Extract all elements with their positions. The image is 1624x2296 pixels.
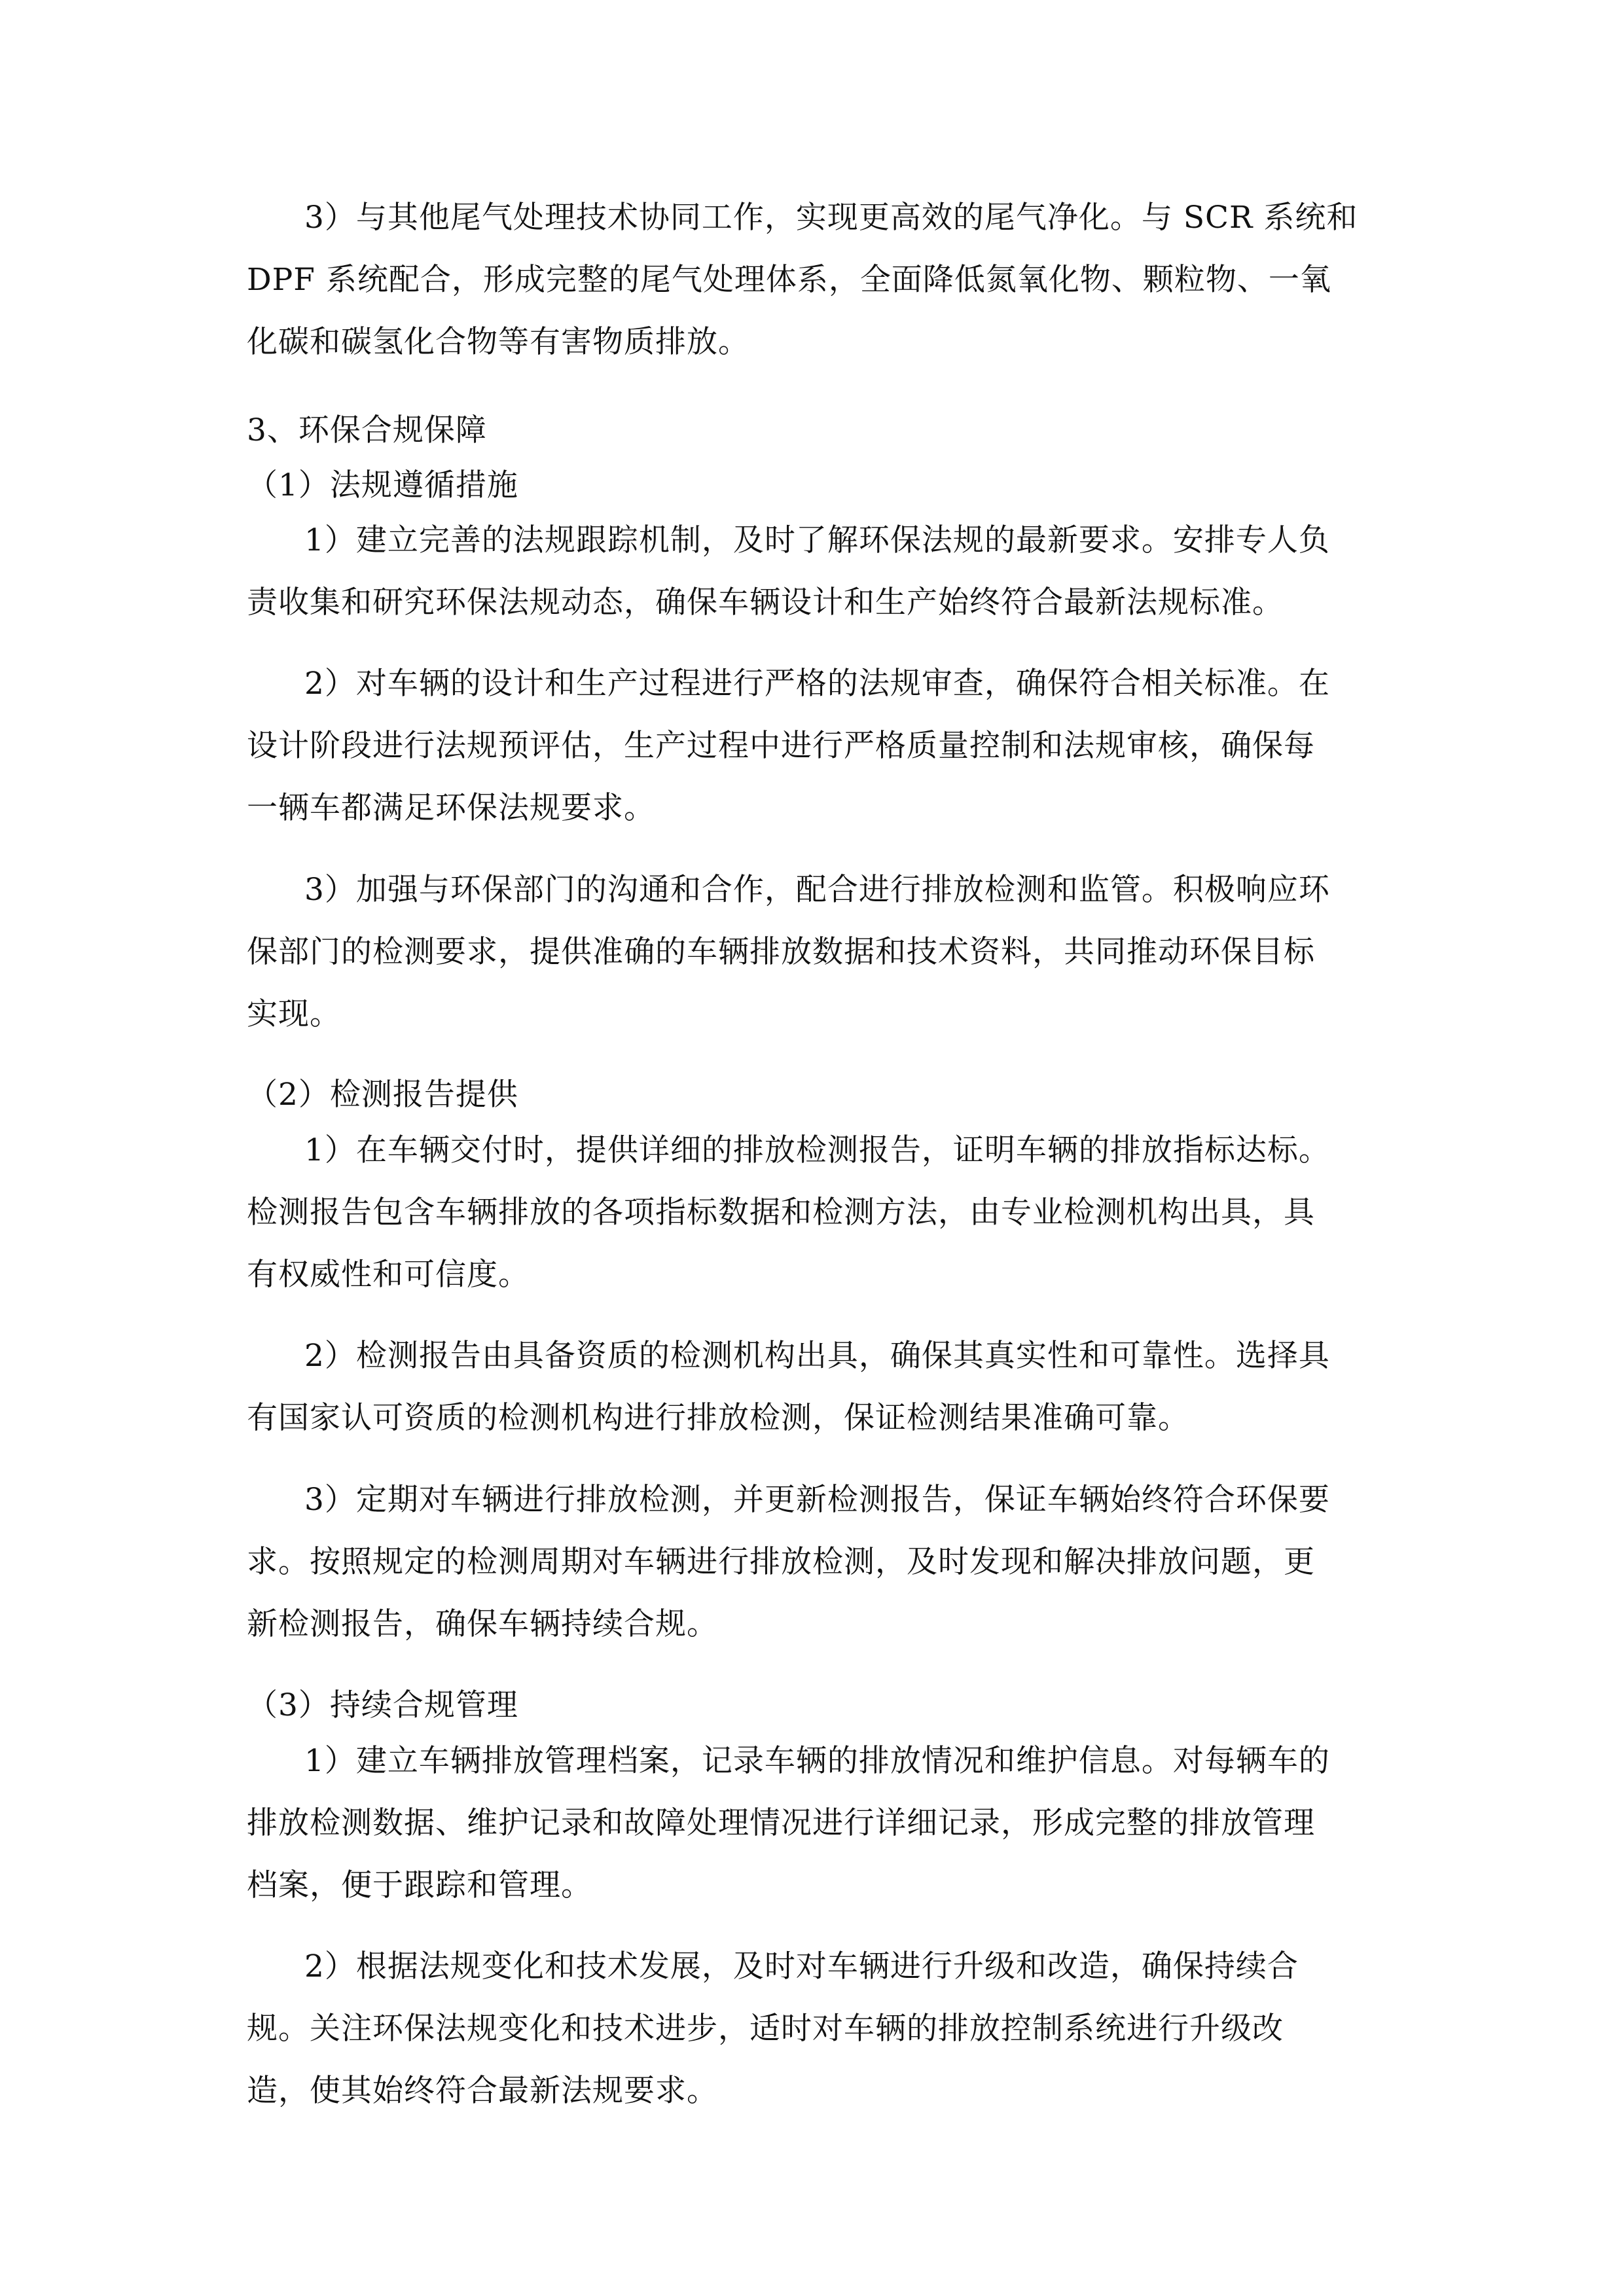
text-line: 2）检测报告由具备资质的检测机构出具，确保其真实性和可靠性。选择具 <box>304 1338 1330 1374</box>
text-line: 求。按照规定的检测周期对车辆进行排放检测，及时发现和解决排放问题，更 <box>247 1544 1315 1580</box>
section-heading: 3、环保合规保障 <box>247 412 487 448</box>
text-line: 新检测报告，确保车辆持续合规。 <box>247 1606 718 1642</box>
text-line: 造，使其始终符合最新法规要求。 <box>247 2073 718 2109</box>
subsection-heading: （3）持续合规管理 <box>247 1687 518 1723</box>
text-line: 实现。 <box>247 996 341 1032</box>
text-line: 检测报告包含车辆排放的各项指标数据和检测方法，由专业检测机构出具，具 <box>247 1194 1315 1230</box>
text-line: DPF 系统配合，形成完整的尾气处理体系，全面降低氮氧化物、颗粒物、一氧 <box>247 262 1331 298</box>
text-line: 2）对车辆的设计和生产过程进行严格的法规审查，确保符合相关标准。在 <box>304 666 1330 702</box>
text-line: 保部门的检测要求，提供准确的车辆排放数据和技术资料，共同推动环保目标 <box>247 934 1315 970</box>
text-line: 规。关注环保法规变化和技术进步，适时对车辆的排放控制系统进行升级改 <box>247 2011 1284 2047</box>
text-line: 1）建立车辆排放管理档案，记录车辆的排放情况和维护信息。对每辆车的 <box>304 1743 1330 1779</box>
text-line: 责收集和研究环保法规动态，确保车辆设计和生产始终符合最新法规标准。 <box>247 584 1284 620</box>
text-line: 有权威性和可信度。 <box>247 1257 530 1293</box>
text-line: 一辆车都满足环保法规要求。 <box>247 790 655 826</box>
text-line: 1）建立完善的法规跟踪机制，及时了解环保法规的最新要求。安排专人负 <box>304 522 1330 558</box>
text-line: 设计阶段进行法规预评估，生产过程中进行严格质量控制和法规审核，确保每 <box>247 728 1315 764</box>
text-line: 3）定期对车辆进行排放检测，并更新检测报告，保证车辆始终符合环保要 <box>304 1482 1330 1518</box>
text-line: 有国家认可资质的检测机构进行排放检测，保证检测结果准确可靠。 <box>247 1400 1189 1436</box>
subsection-heading: （1）法规遵循措施 <box>247 467 518 503</box>
text-line: 2）根据法规变化和技术发展，及时对车辆进行升级和改造，确保持续合 <box>304 1948 1299 1984</box>
text-line: 3）与其他尾气处理技术协同工作，实现更高效的尾气净化。与 SCR 系统和 <box>304 200 1358 236</box>
text-line: 排放检测数据、维护记录和故障处理情况进行详细记录，形成完整的排放管理 <box>247 1805 1315 1841</box>
text-line: 1）在车辆交付时，提供详细的排放检测报告，证明车辆的排放指标达标。 <box>304 1132 1330 1168</box>
text-line: 3）加强与环保部门的沟通和合作，配合进行排放检测和监管。积极响应环 <box>304 872 1330 908</box>
text-line: 化碳和碳氢化合物等有害物质排放。 <box>247 324 749 360</box>
text-line: 档案，便于跟踪和管理。 <box>247 1867 592 1903</box>
subsection-heading: （2）检测报告提供 <box>247 1077 518 1113</box>
